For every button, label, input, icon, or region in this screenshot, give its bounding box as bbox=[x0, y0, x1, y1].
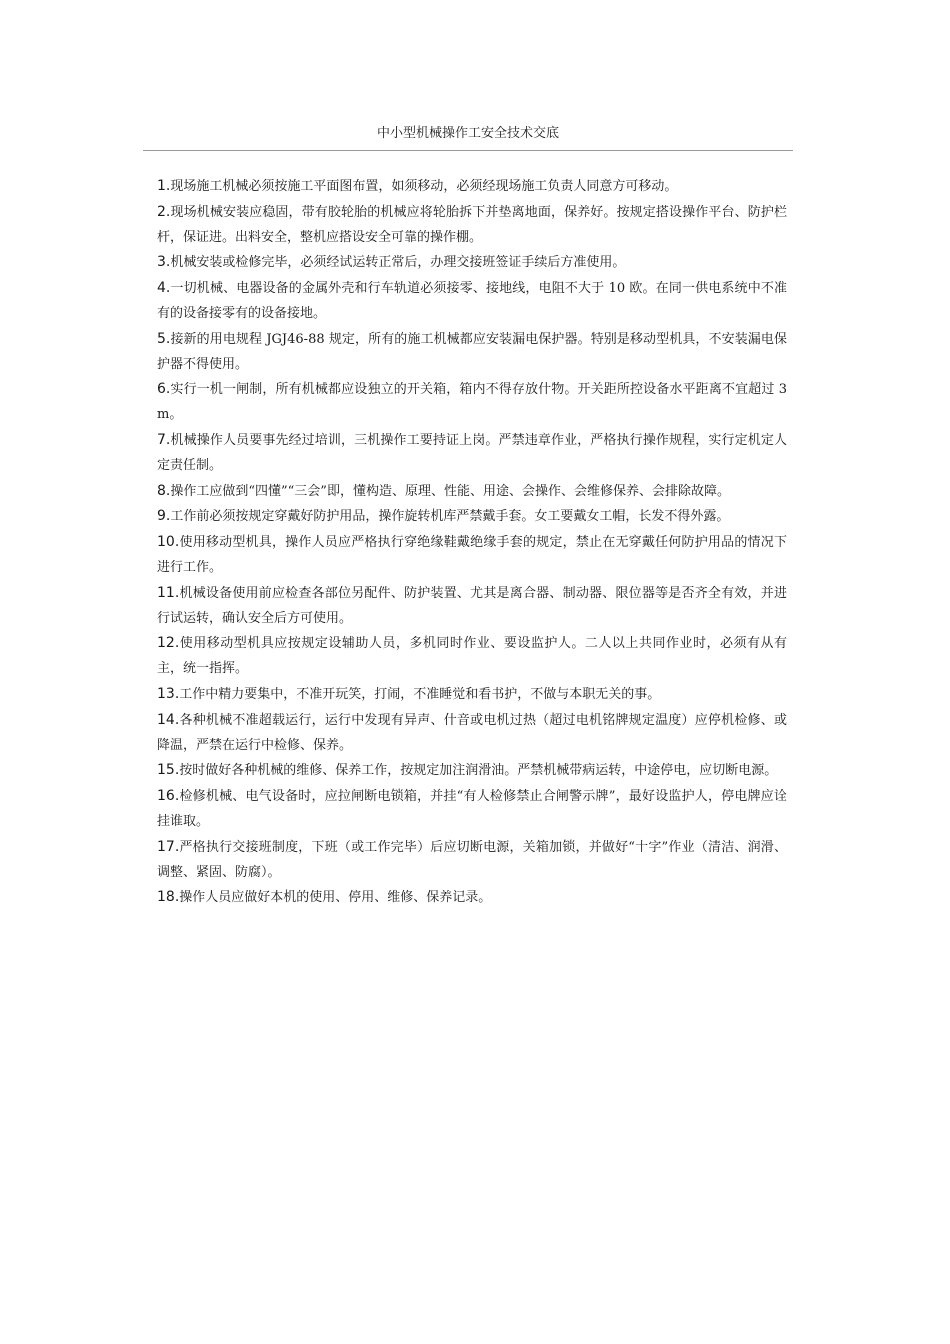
list-item bbox=[157, 377, 787, 428]
item-text: 严格执行交接班制度，下班（或工作完毕）后应切断电源，关箱加锁，并做好“十字”作业（清洁、润滑、调整、紧固、防腐）。 bbox=[157, 839, 787, 880]
list-item bbox=[157, 784, 787, 835]
item-number: 11. bbox=[157, 584, 180, 601]
item-number: 8. bbox=[157, 482, 171, 499]
item-number: 17. bbox=[157, 838, 180, 855]
item-text: 一切机械、电器设备的金属外壳和行车轨道必须接零、接地线，电阻不大于 10 欧。在同一供电系统中不准有的设备接零有的设备接地。 bbox=[157, 281, 787, 321]
item-number: 18. bbox=[157, 889, 180, 906]
item-number: 13. bbox=[157, 685, 180, 702]
item-text: 工作前必须按规定穿戴好防护用品，操作旋转机库严禁戴手套。女工要戴女工帽，长发不得外露。 bbox=[170, 509, 730, 525]
item-number: 1. bbox=[157, 178, 171, 194]
item-text: 现场机械安装应稳固，带有胶轮胎的机械应将轮胎拆下并垫离地面，保养好。按规定搭设操作平台、防护栏杆，保证进。出料安全，整机应搭设安全可靠的操作棚。 bbox=[157, 204, 787, 245]
item-number: 3. bbox=[157, 254, 171, 271]
item-number: 14. bbox=[157, 711, 180, 728]
item-number: 6. bbox=[157, 381, 171, 398]
list-item bbox=[157, 504, 787, 530]
list-item bbox=[157, 682, 787, 708]
list-item bbox=[157, 479, 787, 505]
list-item bbox=[157, 835, 787, 886]
list-item bbox=[157, 250, 787, 276]
list-item bbox=[157, 200, 787, 251]
list-item bbox=[157, 276, 787, 327]
item-text: 使用移动型机具应按规定设辅助人员，多机同时作业、要设监护人。二人以上共同作业时，必须有从有主，统一指挥。 bbox=[157, 636, 787, 677]
list-item bbox=[157, 631, 787, 682]
list-item bbox=[157, 758, 787, 784]
list-item bbox=[157, 530, 787, 581]
list-item bbox=[157, 327, 787, 378]
item-number: 16. bbox=[157, 788, 180, 805]
item-text: 各种机械不准超载运行，运行中发现有异声、什音或电机过热（超过电机铭牌规定温度）应停机检修、或降温，严禁在运行中检修、保养。 bbox=[157, 712, 787, 753]
document-body bbox=[157, 174, 787, 911]
list-item bbox=[157, 428, 787, 479]
item-text: 机械安装或检修完毕，必须经试运转正常后，办理交接班签证手续后方准使用。 bbox=[170, 255, 626, 271]
header-title: 中小型机械操作工安全技术交底 bbox=[376, 126, 559, 141]
item-number: 15. bbox=[157, 762, 180, 779]
item-text: 使用移动型机具，操作人员应严格执行穿绝缘鞋戴绝缘手套的规定，禁止在无穿戴任何防护用品的情况下进行工作。 bbox=[157, 535, 787, 575]
list-item bbox=[157, 174, 787, 200]
item-text: 操作人员应做好本机的使用、停用、维修、保养记录。 bbox=[179, 890, 492, 906]
item-text: 机械操作人员要事先经过培训，三机操作工要持证上岗。严禁违章作业，严格执行操作规程，实行定机定人定责任制。 bbox=[157, 432, 787, 473]
item-text: 按时做好各种机械的维修、保养工作，按规定加注润滑油。严禁机械带病运转，中途停电，应切断电源。 bbox=[179, 763, 778, 779]
item-text: 操作工应做到“四懂”“三会”即，懂构造、原理、性能、用途、会操作、会维修保养、会排除故障。 bbox=[170, 483, 730, 499]
item-number: 5. bbox=[157, 330, 171, 347]
item-number: 10. bbox=[157, 534, 180, 551]
item-text: 机械设备使用前应检查各部位另配件、防护装置、尤其是离合器、制动器、限位器等是否齐全有效，并进行试运转，确认安全后方可使用。 bbox=[157, 585, 787, 626]
list-item bbox=[157, 708, 787, 759]
list-item bbox=[157, 581, 787, 632]
item-number: 2. bbox=[157, 203, 171, 220]
item-number: 12. bbox=[157, 635, 180, 652]
item-text: 工作中精力要集中，不准开玩笑，打闹，不准睡觉和看书护，不做与本职无关的事。 bbox=[179, 686, 661, 702]
item-text: 接新的用电规程 JGJ46-88 规定，所有的施工机械都应安装漏电保护器。特别是移动型机具，不安装漏电保护器不得使用。 bbox=[157, 331, 787, 372]
item-number: 9. bbox=[157, 508, 171, 525]
page-header bbox=[143, 124, 793, 151]
item-number: 7. bbox=[157, 431, 171, 448]
item-text: 实行一机一闸制，所有机械都应设独立的开关箱，箱内不得存放什物。开关距所控设备水平距离不宜超过 3m。 bbox=[157, 382, 787, 423]
item-text: 检修机械、电气设备时，应拉闸断电锁箱，并挂“有人检修禁止合闸警示牌”，最好设监护人，停电牌应诠挂谁取。 bbox=[157, 789, 787, 829]
item-text: 现场施工机械必须按施工平面图布置，如须移动，必须经现场施工负责人同意方可移动。 bbox=[170, 179, 678, 194]
list-item bbox=[157, 885, 787, 911]
item-number: 4. bbox=[157, 280, 171, 297]
